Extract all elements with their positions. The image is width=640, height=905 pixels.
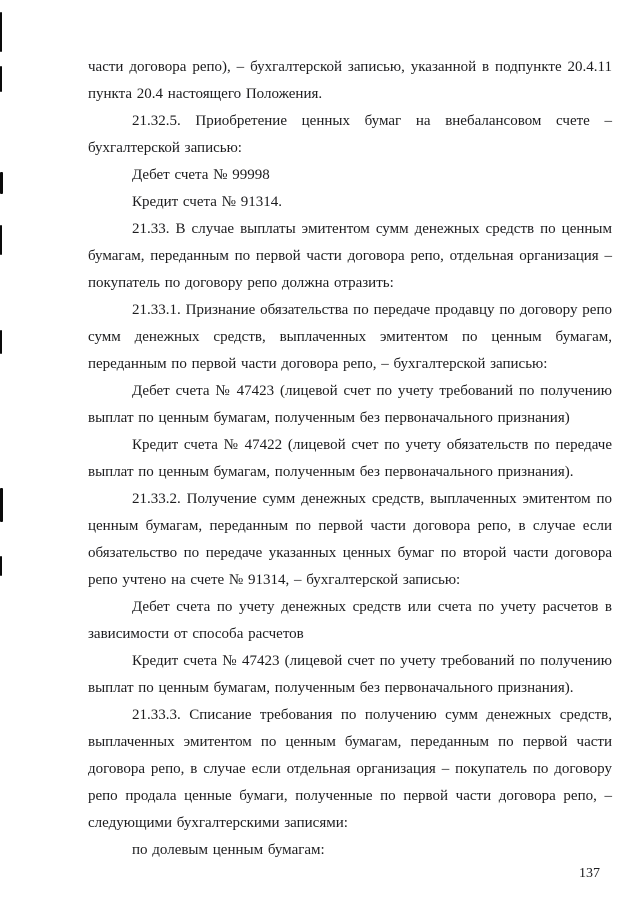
paragraph: Кредит счета № 47423 (лицевой счет по учету требований по получению выплат по ценным бумагам, полученным без первоначального признания). xyxy=(88,653,612,696)
page-number: 137 xyxy=(579,866,600,881)
paragraph: 21.33. В случае выплаты эмитентом сумм денежных средств по ценным бумагам, переданным по первой части договора репо, отдельная организация – покупатель по договору репо должна отразить: xyxy=(88,221,612,291)
paragraph: части договора репо), – бухгалтерской записью, указанной в подпункте 20.4.11 пункта 20.4 настоящего Положения. xyxy=(88,59,612,102)
paragraph: Кредит счета № 47422 (лицевой счет по учету обязательств по передаче выплат по ценным бумагам, полученным без первоначального признания). xyxy=(88,437,612,480)
scan-artifact xyxy=(0,330,2,354)
scan-artifact xyxy=(0,66,2,92)
paragraph: по долевым ценным бумагам: xyxy=(132,842,325,858)
paragraph: Дебет счета № 47423 (лицевой счет по учету требований по получению выплат по ценным бумагам, полученным без первоначального признания) xyxy=(88,383,612,426)
paragraph: 21.32.5. Приобретение ценных бумаг на внебалансовом счете – бухгалтерской записью: xyxy=(88,113,612,156)
scan-artifact xyxy=(0,225,2,255)
paragraph: Дебет счета по учету денежных средств или счета по учету расчетов в зависимости от способа расчетов xyxy=(88,599,612,642)
paragraph: Кредит счета № 91314. xyxy=(132,194,282,210)
scan-artifact xyxy=(0,172,3,194)
scan-artifact xyxy=(0,488,3,522)
paragraph: Дебет счета № 99998 xyxy=(132,167,270,183)
scan-artifact xyxy=(0,556,2,576)
paragraph: 21.33.1. Признание обязательства по передаче продавцу по договору репо сумм денежных средств, выплаченных эмитентом по ценным бумагам, переданным по первой части договора репо, – бухгалтерской записью: xyxy=(88,302,612,372)
paragraph: 21.33.3. Списание требования по получению сумм денежных средств, выплаченных эмитентом по ценным бумагам, переданным по первой части договора репо, в случае если отдельная организация – покупатель по договору репо продала ценные бумаги, полученные по первой части договора репо, – следующими бухгалтерскими записями: xyxy=(88,707,612,831)
scan-artifact xyxy=(0,12,2,52)
paragraph: 21.33.2. Получение сумм денежных средств, выплаченных эмитентом по ценным бумагам, переданным по первой части договора репо, в случае если обязательство по передаче указанных ценных бумаг по второй части договора репо учтено на счете № 91314, – бухгалтерской записью: xyxy=(88,491,612,588)
document-body xyxy=(88,54,612,864)
